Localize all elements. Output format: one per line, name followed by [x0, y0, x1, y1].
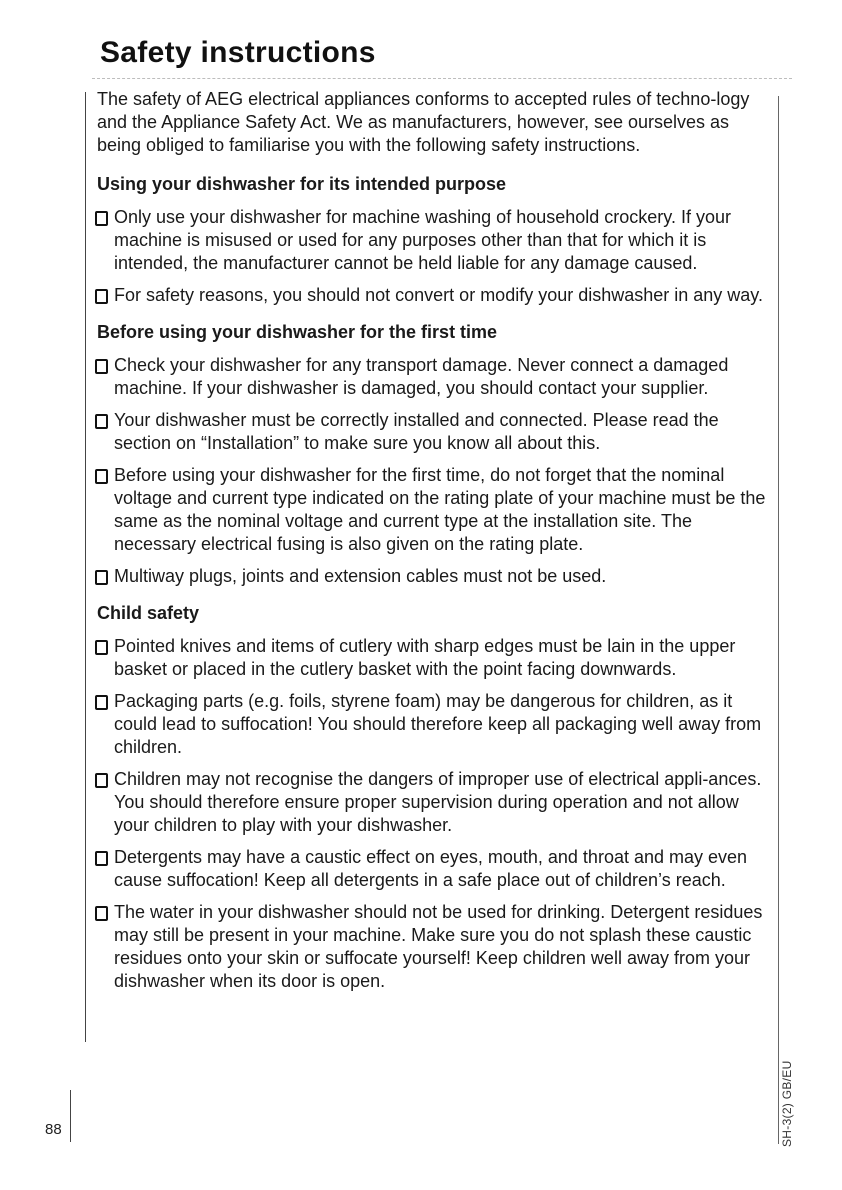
title-divider — [92, 78, 792, 79]
section-first-use — [93, 321, 777, 588]
page-number-rule — [70, 1090, 71, 1142]
section-heading: Before using your dishwasher for the first time — [97, 322, 498, 342]
checkbox-bullet-icon — [95, 695, 108, 710]
instruction-list — [93, 635, 777, 993]
list-item-text: Only use your dishwasher for machine washing of household crockery. If your machine is misused or used for any purposes other than that for which it is intended, the manufacturer cannot be held liable for any damage caused. — [114, 207, 731, 273]
list-item — [93, 464, 777, 556]
list-item-text: For safety reasons, you should not convert or modify your dishwasher in any way. — [114, 285, 763, 305]
list-item-text: Children may not recognise the dangers of improper use of electrical appli-ances. You should therefore ensure proper supervision during operation and not allow your children to play with your dishwasher. — [114, 769, 762, 835]
list-item-text: Multiway plugs, joints and extension cables must not be used. — [114, 566, 607, 586]
right-margin-rule — [778, 96, 779, 1144]
list-item-text: Detergents may have a caustic effect on eyes, mouth, and throat and may even cause suffocation! Keep all detergents in a safe place out of children’s reach. — [114, 847, 748, 890]
checkbox-bullet-icon — [95, 906, 108, 921]
list-item — [93, 901, 777, 993]
intro-paragraph: The safety of AEG electrical appliances conforms to accepted rules of techno-logy and the Appliance Safety Act. We as manufacturers, however, see ourselves as being obliged to familiarise you with the following safety instructions. — [97, 89, 750, 155]
list-item-text: The water in your dishwasher should not be used for drinking. Detergent residues may still be present in your machine. Make sure you do not splash these caustic residues onto your skin or suffocate yourself! Keep children well away from your dishwasher when its door is open. — [114, 902, 763, 991]
list-item-text: Before using your dishwasher for the first time, do not forget that the nominal voltage and current type indicated on the rating plate of your machine must be the same as the nominal voltage and current type at the installation site. The necessary electrical fusing is also given on the rating plate. — [114, 465, 766, 554]
checkbox-bullet-icon — [95, 469, 108, 484]
section-heading: Using your dishwasher for its intended purpose — [97, 174, 507, 194]
list-item — [93, 409, 777, 455]
list-item — [93, 768, 777, 837]
list-item — [93, 635, 777, 681]
checkbox-bullet-icon — [95, 289, 108, 304]
content-body — [93, 88, 777, 1007]
checkbox-bullet-icon — [95, 414, 108, 429]
checkbox-bullet-icon — [95, 640, 108, 655]
list-item-text: Packaging parts (e.g. foils, styrene foam) may be dangerous for children, as it could lead to suffocation! You should therefore keep all packaging well away from children. — [114, 691, 762, 757]
checkbox-bullet-icon — [95, 570, 108, 585]
document-code: SH-3(2) GB/EU — [780, 1060, 794, 1147]
checkbox-bullet-icon — [95, 359, 108, 374]
page-title: Safety instructions — [100, 36, 376, 69]
section-intended-purpose — [93, 173, 777, 307]
section-heading: Child safety — [97, 603, 200, 623]
list-item-text: Pointed knives and items of cutlery with sharp edges must be lain in the upper basket or placed in the cutlery basket with the point facing downwards. — [114, 636, 736, 679]
checkbox-bullet-icon — [95, 211, 108, 226]
list-item — [93, 206, 777, 275]
list-item-text: Your dishwasher must be correctly installed and connected. Please read the section on “Installation” to make sure you know all about this. — [114, 410, 719, 453]
list-item — [93, 354, 777, 400]
list-item-text: Check your dishwasher for any transport damage. Never connect a damaged machine. If your dishwasher is damaged, you should contact your supplier. — [114, 355, 729, 398]
list-item — [93, 690, 777, 759]
checkbox-bullet-icon — [95, 773, 108, 788]
instruction-list — [93, 206, 777, 307]
section-child-safety — [93, 602, 777, 993]
instruction-list — [93, 354, 777, 588]
list-item — [93, 846, 777, 892]
list-item — [93, 565, 777, 588]
list-item — [93, 284, 777, 307]
left-margin-rule — [85, 92, 86, 1042]
page-number: 88 — [45, 1121, 62, 1138]
checkbox-bullet-icon — [95, 851, 108, 866]
